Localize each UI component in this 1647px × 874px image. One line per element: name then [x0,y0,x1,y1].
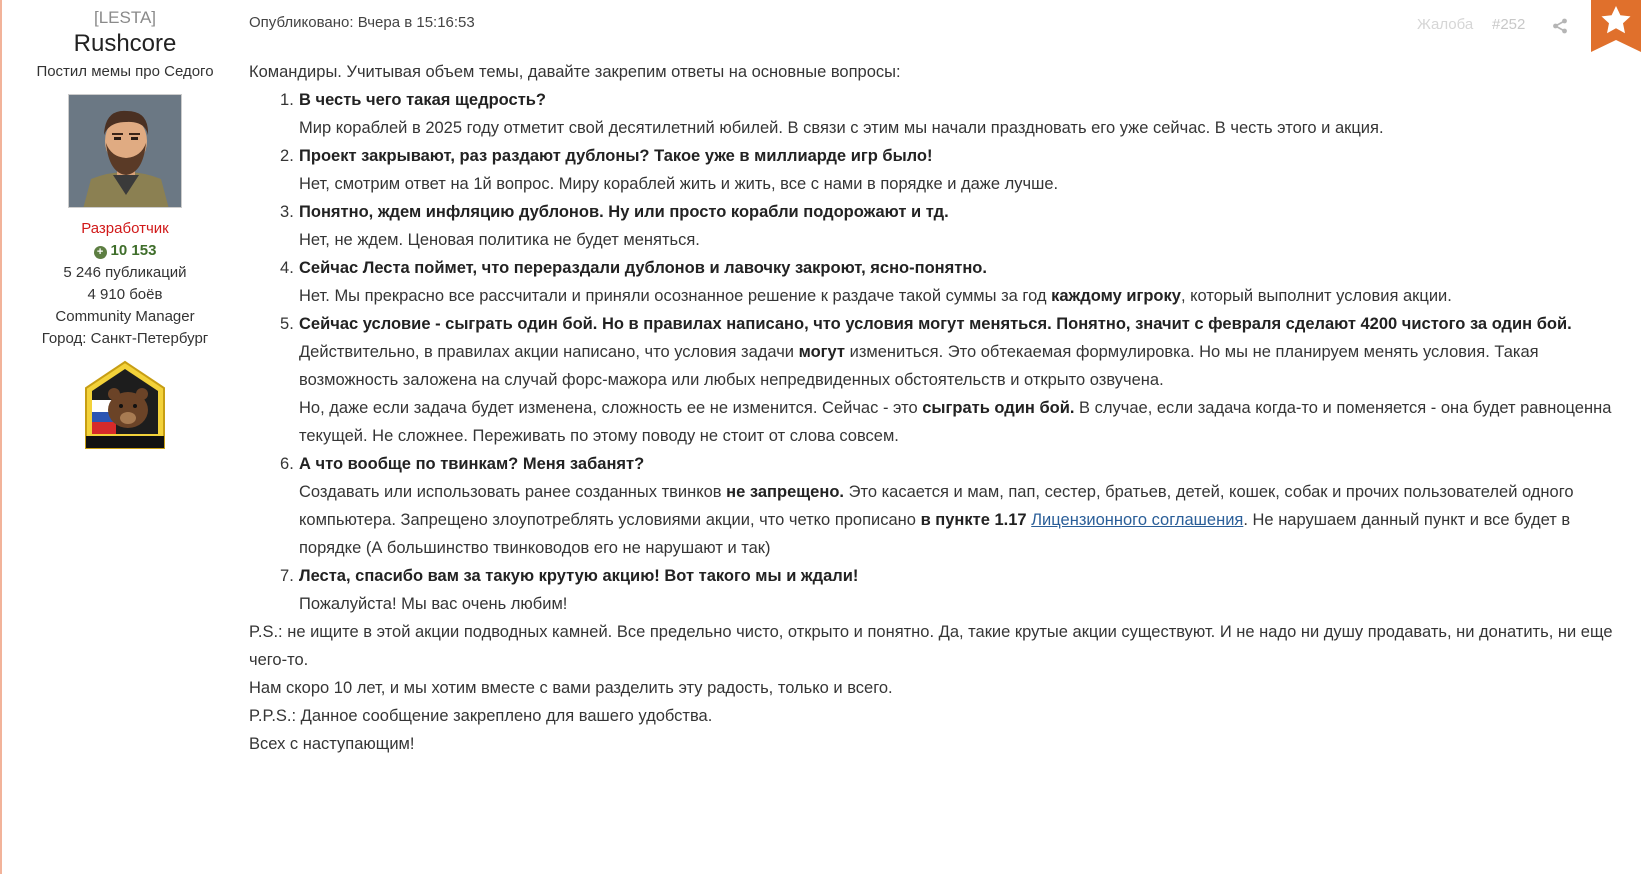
answer-text: измениться. Это обтекаемая формулировка. Но мы не планируем менять условия. Такая возможность заложена на случай форс-мажора или любых непредвиденных обстоятельств и открыто озвучена. [299,343,1539,389]
published-value[interactable]: Вчера в 15:16:53 [357,14,475,31]
avatar[interactable] [68,94,182,208]
post-number-link[interactable]: #252 [1492,16,1526,33]
author-city: Город: Санкт-Петербург [41,330,209,347]
plus-circle-icon: + [94,246,107,259]
faq-answer-continued [299,394,1617,450]
faq-list [299,86,1617,618]
answer-bold: в пункте 1.17 [920,511,1027,529]
post-content [249,58,1617,758]
faq-answer: Нет, смотрим ответ на 1й вопрос. Миру кораблей жить и жить, все с нами в порядке и даже лучше. [299,175,1059,193]
faq-item [299,198,1617,254]
post-intro: Командиры. Учитывая объем темы, давайте закрепим ответы на основные вопросы: [249,63,901,81]
faq-question: В честь чего такая щедрость? [299,91,546,109]
author-clan[interactable]: [LESTA] [93,8,157,27]
author-battles: 4 910 боёв [87,286,163,303]
answer-text: Нет. Мы прекрасно все рассчитали и приняли осознанное решение к раздаче такой суммы за год [299,287,1052,305]
faq-item [299,142,1617,198]
faq-item [299,562,1617,618]
faq-question: А что вообще по твинкам? Меня забанят? [299,455,645,473]
complaint-link[interactable]: Жалоба [1417,16,1474,33]
faq-answer: Нет, не ждем. Ценовая политика не будет меняться. [299,231,700,249]
author-position: Community Manager [55,308,195,325]
faq-answer [299,478,1617,562]
author-panel [10,0,240,456]
answer-text: Это касается и мам, пап, сестер, братьев, детей, кошек, собак и прочих пользователей одного компьютера. Запрещено злоупотреблять условиями акции, что четко прописано [299,483,1574,529]
bear-flag-badge-icon [82,360,168,456]
faq-item [299,254,1617,310]
answer-bold: сыграть один бой. [922,399,1075,417]
author-posts: 5 246 публикаций [63,264,187,281]
post-ps-continued: Нам скоро 10 лет, и мы хотим вместе с вами разделить эту радость, только и всего. [249,679,893,697]
avatar-image [69,95,182,208]
faq-item [299,450,1617,562]
answer-text: В случае, если задача когда-то и поменяется - она будет равноценна текущей. Не сложнее. Переживать по этому поводу не стоит от слова совсем. [299,399,1612,445]
reputation-value: 10 153 [110,242,157,259]
faq-question: Проект закрывают, раз раздают дублоны? Такое уже в миллиарде игр было! [299,147,933,165]
answer-bold: не запрещено. [726,483,844,501]
author-nickname[interactable]: Rushcore [73,30,177,57]
license-agreement-link[interactable]: Лицензионного соглашения [1031,511,1244,529]
author-custom-title: Постил мемы про Седого [36,63,214,80]
answer-text: Действительно, в правилах акции написано, что условия задачи [299,343,799,361]
published-label: Опубликовано: [249,14,354,31]
faq-question: Сейчас условие - сыграть один бой. Но в правилах написано, что условия могут меняться. Понятно, значит с февраля сделают 4200 чистого за один бой. [299,315,1572,333]
faq-question: Сейчас Леста поймет, что перераздали дублонов и лавочку закроют, ясно-понятно. [299,259,987,277]
faq-answer: Пожалуйста! Мы вас очень любим! [299,595,568,613]
faq-answer: Мир кораблей в 2025 году отметит свой десятилетний юбилей. В связи с этим мы начали праздновать его уже сейчас. В честь этого и акция. [299,119,1384,137]
answer-bold: каждому игроку [1051,287,1181,305]
answer-bold: могут [798,343,846,361]
answer-text: Создавать или использовать ранее созданных твинков [299,483,727,501]
post-ps: P.S.: не ищите в этой акции подводных камней. Все предельно чисто, открыто и понятно. Да, такие крутые акции существуют. И не надо ни душу продавать, ни донатить, ни еще чего-то. [249,623,1613,669]
faq-question: Леста, спасибо вам за такую крутую акцию! Вот такого мы и ждали! [299,567,859,585]
faq-answer [299,282,1617,310]
author-reputation[interactable] [10,240,240,262]
post-pps: P.P.S.: Данное сообщение закреплено для вашего удобства. [249,707,713,725]
share-icon[interactable] [1552,18,1568,34]
faq-question: Понятно, ждем инфляцию дублонов. Ну или просто корабли подорожают и тд. [299,203,949,221]
faq-item [299,310,1617,450]
answer-text: Но, даже если задача будет изменена, сложность ее не изменится. Сейчас - это [299,399,923,417]
left-accent-stripe [0,0,2,874]
star-ribbon-icon [1591,0,1641,52]
author-role: Разработчик [81,220,169,237]
answer-text: . Не нарушаем данный пункт и все будет в порядке (А большинство твинководов его не нарушают и так) [299,511,1571,557]
faq-item [299,86,1617,142]
post-greeting: Всех с наступающим! [249,735,415,753]
faq-answer [299,338,1617,394]
answer-text: , который выполнит условия акции. [1180,287,1452,305]
published-date [249,14,475,31]
